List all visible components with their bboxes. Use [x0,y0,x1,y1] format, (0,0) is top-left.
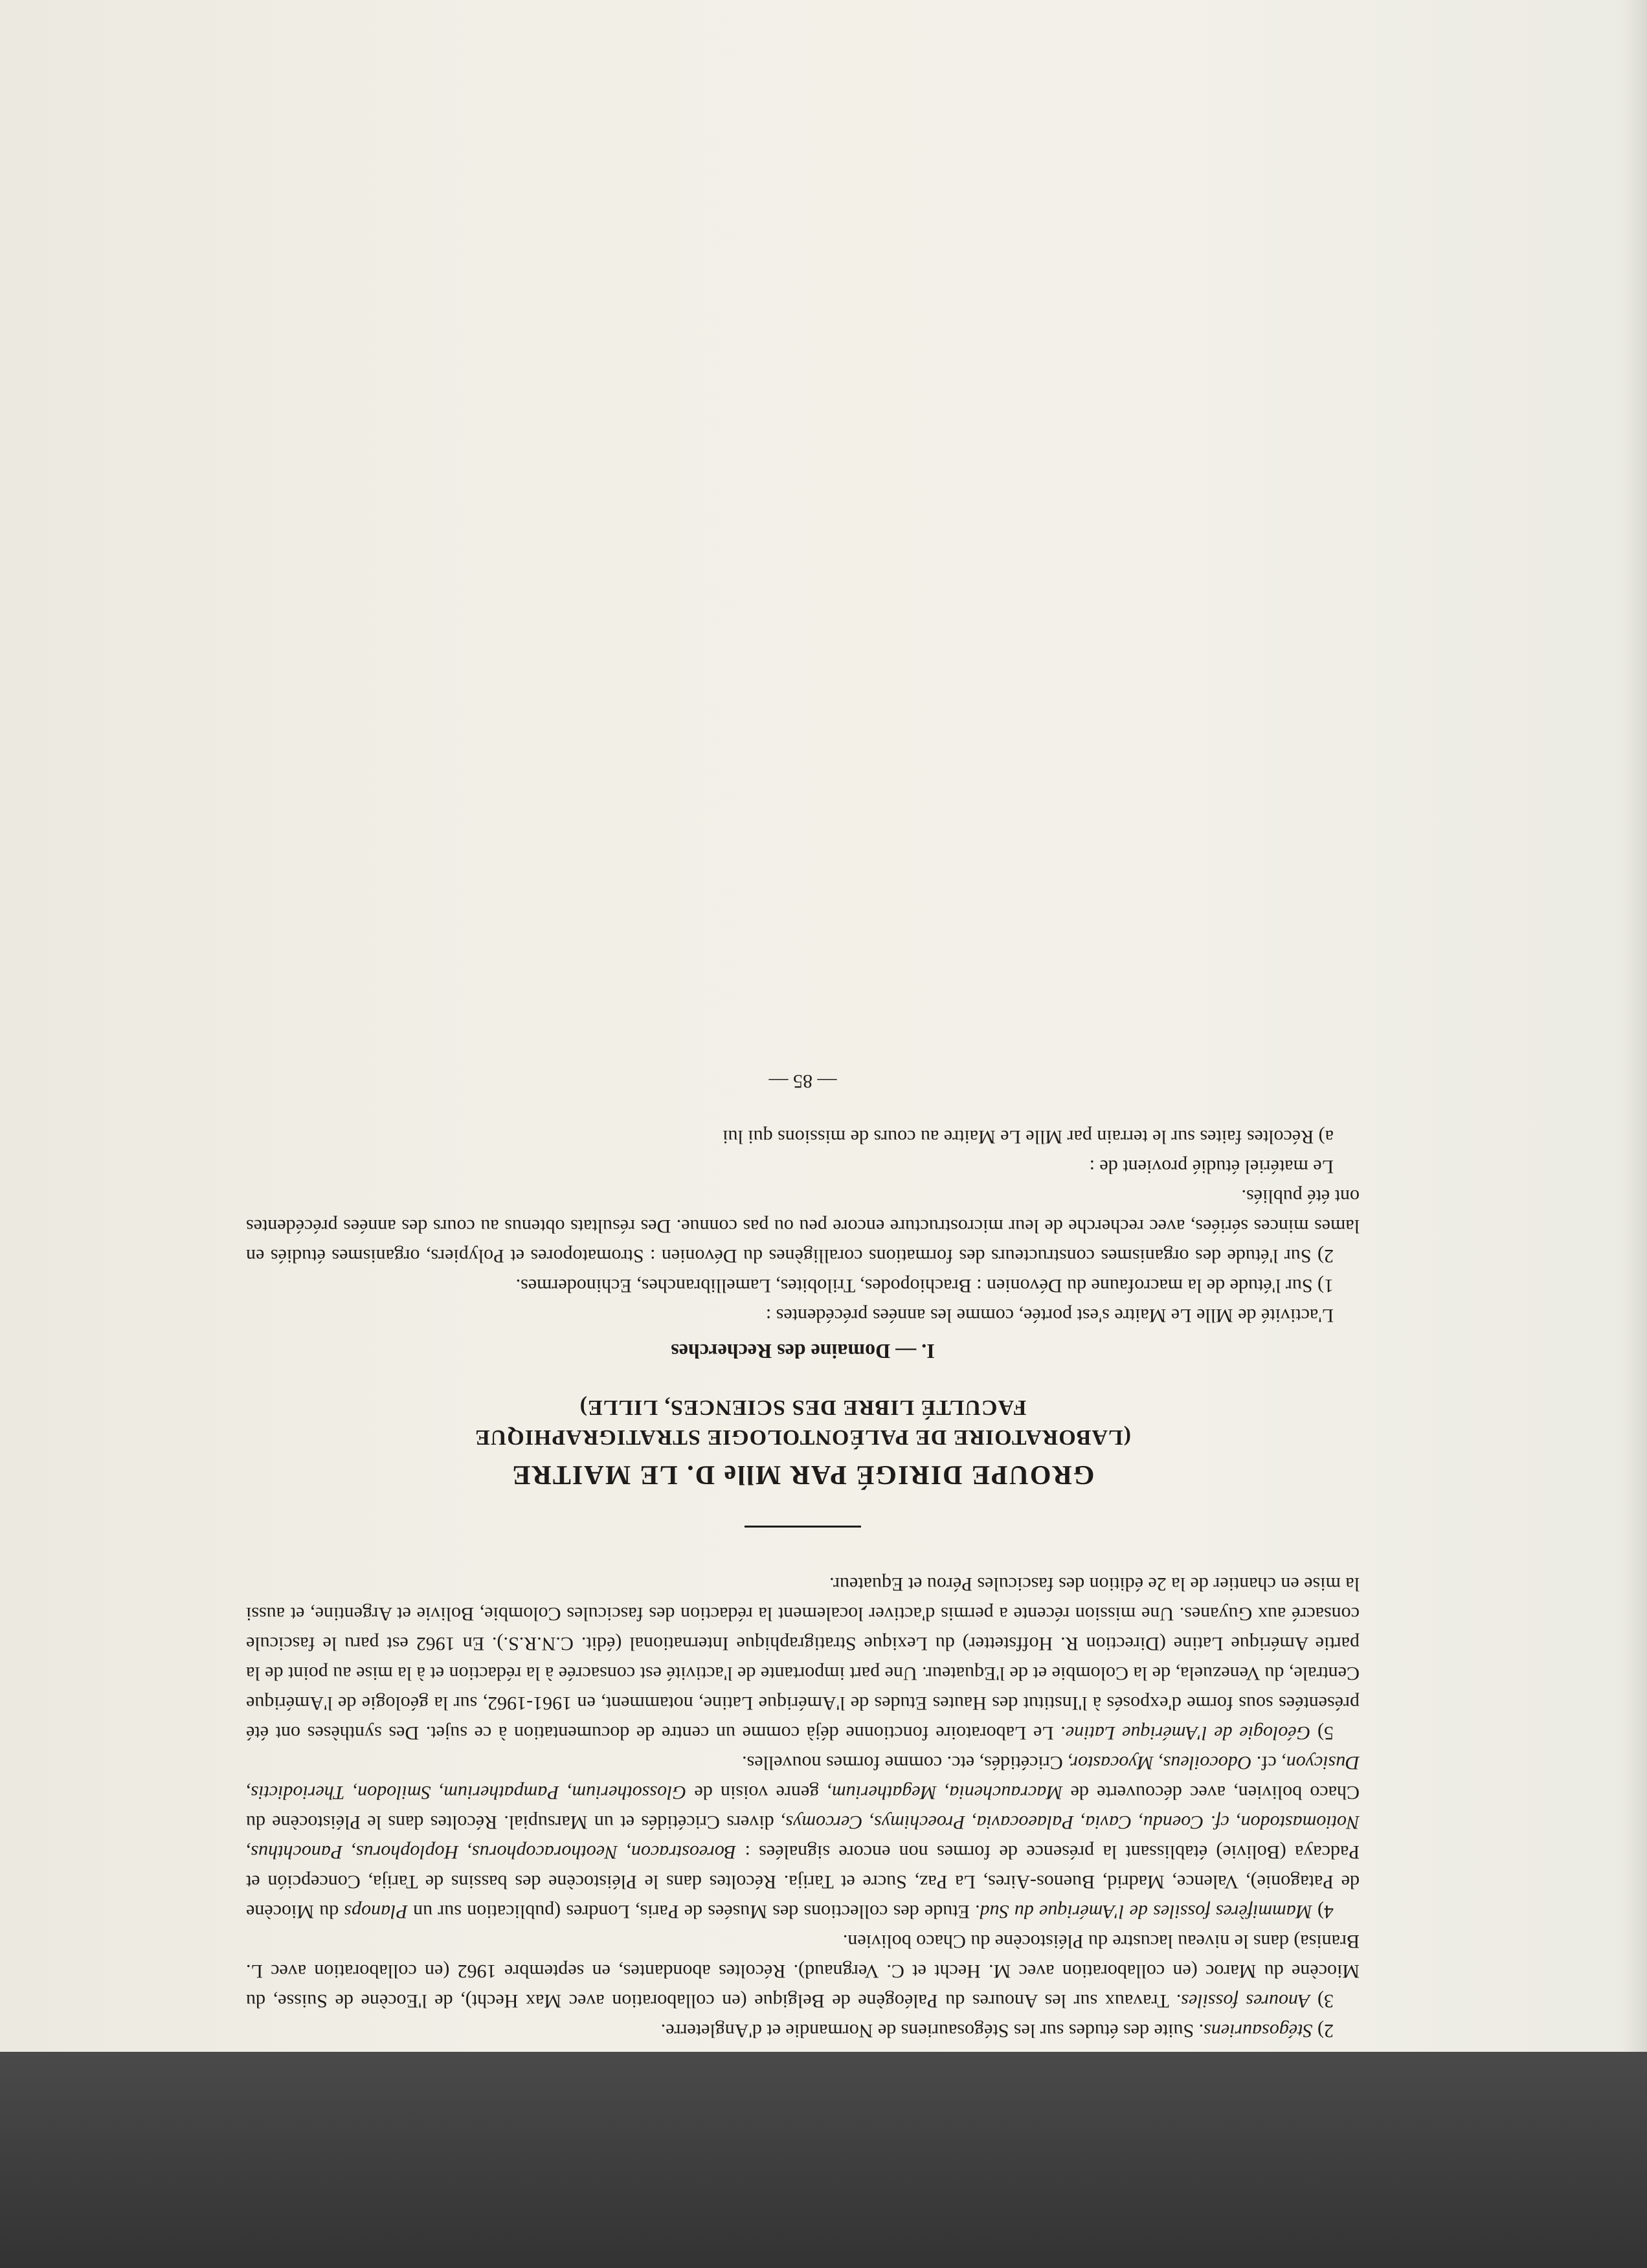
lab-title-line-2: FACULTÉ LIBRE DES SCIENCES, LILLE) [579,1395,1027,1419]
page-number: — 85 — [768,1071,837,1092]
paragraph-material: Le matériel étudié provient de : [1089,1156,1334,1177]
lab-title-line-1: (LABORATOIRE DE PALÉONTOLOGIE STRATIGRAPHIQUE [475,1425,1131,1449]
paragraph-item-2: 2) Sur l'étude des organismes constructeurs des formations coralligènes du Dévonien : Stromatopores et Polypiers, organismes étudiés en lames minces sériées, avec recherche de leur microstructure encore peu ou pas connue. Des résultats obtenus au cours des années précédentes ont été publiés. [246,1186,1360,1267]
paragraph-geologie: 5) Géologie de l'Amérique Latine. Le Laboratoire fonctionne déjà comme un centre de documentation à ce sujet. Des synthèses ont été présentées sous forme d'exposés à l'Institut des Hautes Etudes de l'Amérique Latine, notamment, en 1961-1962, sur la géologie de l'Amérique Centrale, du Venezuela, de la Colombie et de l'Equateur. Une part importante de l'activité est consacrée à la rédaction et à la mise au point de la partie Amérique Latine (Direction R. Hoffstetter) du Lexique Stratigraphique International (édit. C.N.R.S.). En 1962 est paru le fascicule consacré aux Guyanes. Une mission récente a permis d'activer localement la rédaction des fascicules Colombie, Bolivie et Argentine, et aussi la mise en chantier de la 2e édition des fascicules Pérou et Equateur. [246,1573,1360,1744]
paragraph-stegosauriens: 2) Stégosauriens. Suite des études sur les Stégosauriens de Normandie et d'Angleterre. [660,2020,1334,2041]
section-divider [745,1526,861,1528]
paragraph-item-a: a) Récoltes faites sur le terrain par Mlle Le Maitre au cours de missions qui lui [723,1126,1334,1148]
page-content-rotated [246,220,1360,2045]
paragraph-anoures: 3) Anoures fossiles. Travaux sur les Anoures du Paléogène de Belgique (en collaboration avec Max Hecht), de l'Eocène de Suisse, du Miocène du Maroc (en collaboration avec M. Hecht et C. Vergnaud). Récoltes abondantes, en septembre 1962 (en collaboration avec L. Branisa) dans le niveau lacustre du Pléistocène du Chaco bolivien. [246,1931,1360,2012]
paragraph-item-1: 1) Sur l'étude de la macrofaune du Dévonien : Brachiopodes, Trilobites, Lamellibranches, Echinodermes. [515,1275,1334,1296]
scanner-background [0,2052,1647,2268]
section-heading: I. — Domaine des Recherches [671,1340,935,1363]
page-edge-shadow [1621,0,1647,2052]
paragraph-intro: L'activité de Mlle Le Maitre s'est portée, comme les années précédentes : [765,1305,1334,1326]
group-title: GROUPE DIRIGÉ PAR Mlle D. LE MAITRE [511,1460,1095,1489]
paragraph-mammiferes: 4) Mammifères fossiles de l'Amérique du Sud. Etude des collections des Musées de Paris, Londres (publication sur un Planops du Miocène de Patagonie), Valence, Madrid, Buenos-Aires, La Paz, Sucre et Tarija. Récoltes dans le Pléistocène des bassins de Tarija, Concepción et Padcaya (Bolivie) établissant la présence de formes non encore signalées : Boreostracon, Neothoracophorus, Hoplophorus, Panochthus, Notiomastodon, cf. Coendu, Cavia, Palaeocavia, Proechimys, Cercomys, divers Cricétidés et un Marsupial. Récoltes dans le Pléistocène du Chaco bolivien, avec découverte de Macrauchenia, Megatherium, genre voisin de Glossotherium, Pampatherium, Smilodon, Theriodictis, Dusicyon, cf. Odocoileus, Myocastor, Cricétidés, etc. comme formes nouvelles. [245,1752,1360,1922]
